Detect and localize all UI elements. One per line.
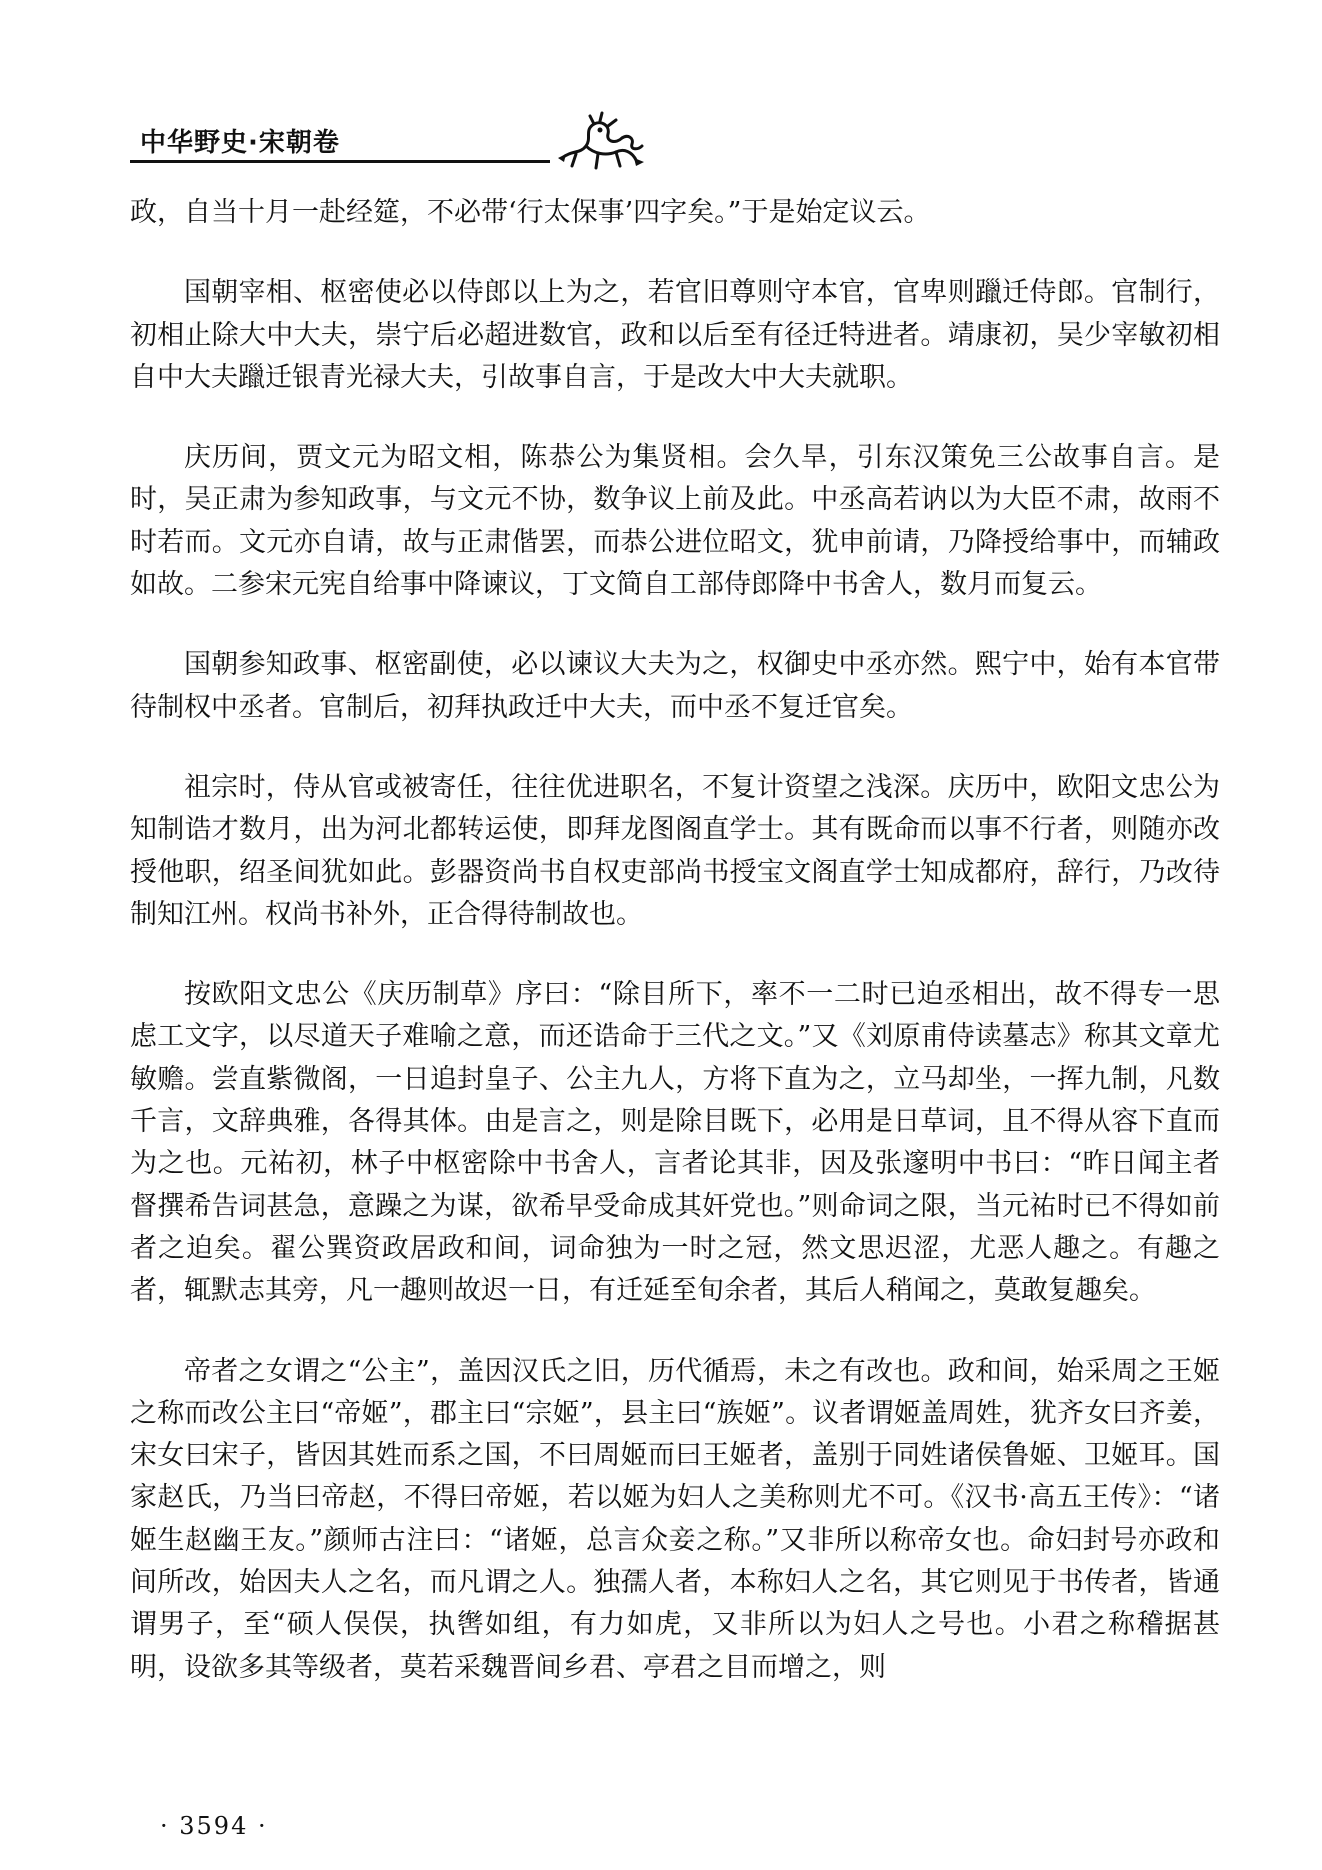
dragon-emblem-icon xyxy=(550,110,650,180)
paragraph: 国朝参知政事、枢密副使，必以谏议大夫为之，权御史中丞亦然。熙宁中，始有本官带待制权中丞者。官制后，初拜执政迁中大夫，而中丞不复迁官矣。 xyxy=(130,649,1220,723)
header-rule xyxy=(130,160,550,163)
running-header xyxy=(130,118,1205,170)
page-number: · 3594 · xyxy=(160,1812,268,1840)
paragraph: 按欧阳文忠公《庆历制草》序曰：“除目所下，率不一二时已迫丞相出，故不得专一思虑工文字，以尽道天子难喻之意，而还诰命于三代之文。”又《刘原甫侍读墓志》称其文章尤敏赡。尝直紫微阁，一日追封皇子、公主九人，方将下直为之，立马却坐，一挥九制，凡数千言，文辞典雅，各得其体。由是言之，则是除目既下，必用是日草词，且不得从容下直而为之也。元祐初，林子中枢密除中书舍人，言者论其非，因及张邃明中书曰：“昨日闻主者督撰希告词甚急，意躁之为谋，欲希早受命成其奸党也。”则命词之限，当元祐时已不得如前者之迫矣。翟公巽资政居政和间，词命独为一时之冠，然文思迟涩，尤恶人趣之。有趣之者，辄默志其旁，凡一趣则故迟一日，有迁延至旬余者，其后人稍闻之，莫敢复趣矣。 xyxy=(130,979,1220,1307)
book-title: 中华野史·宋朝卷 xyxy=(140,128,340,158)
paragraph: 庆历间，贾文元为昭文相，陈恭公为集贤相。会久旱，引东汉策免三公故事自言。是时，吴正肃为参知政事，与文元不协，数争议上前及此。中丞高若讷以为大臣不肃，故雨不时若而。文元亦自请，故与正肃偕罢，而恭公进位昭文，犹申前请，乃降授给事中，而辅政如故。二参宋元宪自给事中降谏议，丁文简自工部侍郎降中书舍人，数月而复云。 xyxy=(130,442,1220,601)
paragraph: 国朝宰相、枢密使必以侍郎以上为之，若官旧尊则守本官，官卑则躐迁侍郎。官制行，初相止除大中大夫，崇宁后必超进数官，政和以后至有径迁特进者。靖康初，吴少宰敏初相自中大夫躐迁银青光禄大夫，引故事自言，于是改大中大夫就职。 xyxy=(130,277,1220,393)
page-body xyxy=(130,192,1220,1727)
paragraph: 帝者之女谓之“公主”，盖因汉氏之旧，历代循焉，未之有改也。政和间，始采周之王姬之称而改公主曰“帝姬”，郡主曰“宗姬”，县主曰“族姬”。议者谓姬盖周姓，犹齐女曰齐姜，宋女曰宋子，皆因其姓而系之国，不曰周姬而曰王姬者，盖别于同姓诸侯鲁姬、卫姬耳。国家赵氏，乃当曰帝赵，不得曰帝姬，若以姬为妇人之美称则尤不可。《汉书·高五王传》：“诸姬生赵幽王友。”颜师古注曰：“诸姬，总言众妾之称。”又非所以称帝女也。命妇封号亦政和间所改，始因夫人之名，而凡谓之人。独孺人者，本称妇人之名，其它则见于书传者，皆通谓男子，至“硕人俣俣，执辔如组，有力如虎，又非所以为妇人之号也。小君之称稽据甚明，设欲多其等级者，莫若采魏晋间乡君、亭君之目而增之，则 xyxy=(130,1355,1220,1683)
paragraph: 祖宗时，侍从官或被寄任，往往优进职名，不复计资望之浅深。庆历中，欧阳文忠公为知制诰才数月，出为河北都转运使，即拜龙图阁直学士。其有既命而以事不行者，则随亦改授他职，绍圣间犹如此。彭器资尚书自权吏部尚书授宝文阁直学士知成都府，辞行，乃改待制知江州。权尚书补外，正合得待制故也。 xyxy=(130,771,1220,930)
paragraph-continued: 政，自当十月一赴经筵，不必带‘行太保事’四字矣。”于是始定议云。 xyxy=(130,197,931,228)
